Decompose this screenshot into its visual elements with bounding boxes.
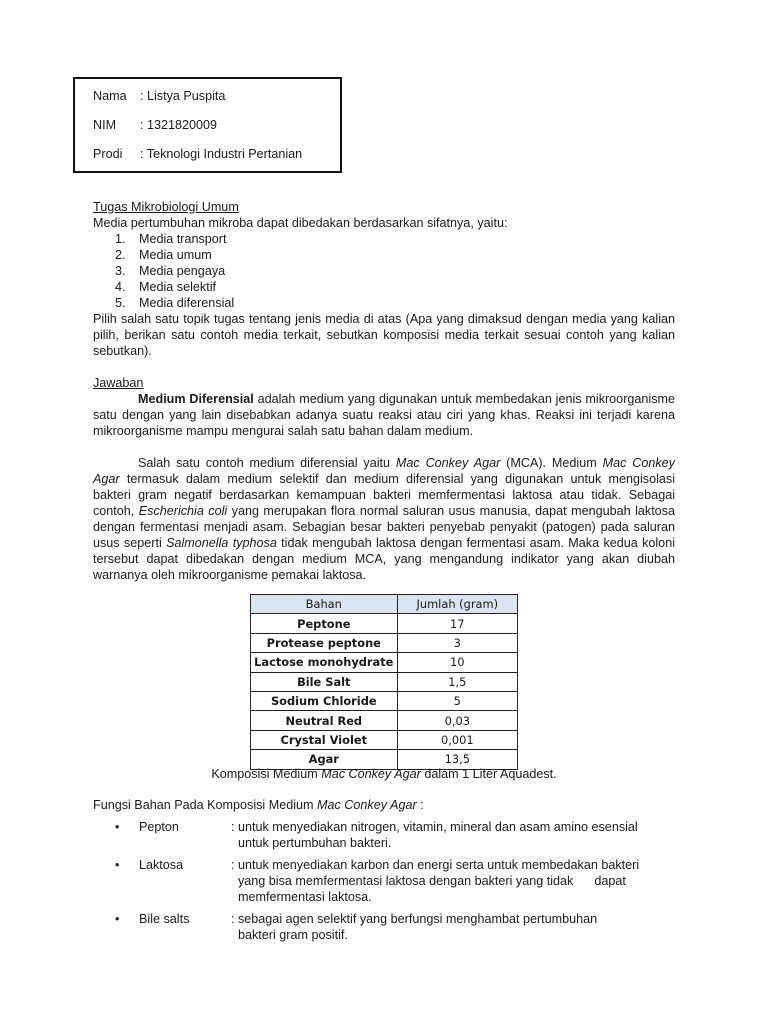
list-item: [93, 819, 675, 851]
table-row: [251, 633, 518, 652]
answer-heading: Jawaban: [93, 376, 144, 390]
name-value: : Listya Puspita: [140, 89, 226, 103]
function-description: : sebagai agen selektif yang berfungsi menghambat pertumbuhan bakteri gram positif.: [231, 912, 598, 942]
media-list: [93, 231, 675, 311]
functions-heading: Fungsi Bahan Pada Komposisi Medium Mac Conkey Agar :: [93, 798, 424, 812]
main-text: [93, 199, 675, 583]
functions-section: [93, 797, 675, 943]
list-item: [93, 857, 675, 905]
table-header-row: [251, 595, 518, 614]
bullet-icon: •: [115, 912, 120, 926]
amount-cell: 0,03: [397, 711, 517, 730]
name-row: [93, 89, 340, 118]
amount-cell: 5: [397, 691, 517, 710]
amount-cell: 10: [397, 653, 517, 672]
function-description: : untuk menyediakan nitrogen, vitamin, mineral dan asam amino esensial untuk pertumbuhan bakteri.: [231, 820, 638, 850]
ingredient-cell: Crystal Violet: [251, 730, 398, 749]
amount-cell: 3: [397, 633, 517, 652]
answer-paragraph-1: Medium Diferensial adalah medium yang digunakan untuk membedakan jenis mikroorganisme satu dengan yang lain disebabkan adanya suatu reaksi atau ciri yang khas. Reaksi ini terjadi karena mikroorganisme mampu mengurai salah satu bahan dalam medium.: [93, 392, 675, 438]
ingredient-cell: Neutral Red: [251, 711, 398, 730]
amount-cell: 13,5: [397, 750, 517, 769]
function-name: Laktosa: [139, 858, 184, 872]
table-row: [251, 730, 518, 749]
function-description: : untuk menyediakan karbon dan energi serta untuk membedakan bakteri yang bisa memfermentasi laktosa dengan bakteri yang tidak dapat memfermentasi laktosa.: [231, 858, 640, 904]
header-bahan: Bahan: [251, 595, 398, 614]
list-item: 1. Media transport: [115, 232, 227, 246]
composition-table: [250, 594, 518, 770]
ingredient-cell: Bile Salt: [251, 672, 398, 691]
list-item: 2. Media umum: [115, 248, 212, 262]
prodi-value: : Teknologi Industri Pertanian: [140, 147, 303, 161]
table-row: [251, 653, 518, 672]
ingredient-cell: Sodium Chloride: [251, 691, 398, 710]
prodi-label: Prodi: [93, 147, 123, 161]
nim-value: : 1321820009: [140, 118, 218, 132]
task-intro: Media pertumbuhan mikroba dapat dibedakan berdasarkan sifatnya, yaitu:: [93, 216, 508, 230]
nim-label: NIM: [93, 118, 117, 132]
function-name: Pepton: [139, 820, 179, 834]
header-jumlah: Jumlah (gram): [397, 595, 517, 614]
nim-row: [93, 118, 340, 147]
ingredient-cell: Protease peptone: [251, 633, 398, 652]
list-item: 5. Media diferensial: [115, 296, 235, 310]
ingredient-cell: Agar: [251, 750, 398, 769]
prodi-row: [93, 147, 340, 176]
amount-cell: 1,5: [397, 672, 517, 691]
table-row: [251, 711, 518, 730]
ingredient-cell: Lactose monohydrate: [251, 653, 398, 672]
amount-cell: 0,001: [397, 730, 517, 749]
identity-box: [73, 77, 342, 173]
list-item: 4. Media selektif: [115, 280, 216, 294]
function-name: Bile salts: [139, 912, 190, 926]
ingredient-cell: Peptone: [251, 614, 398, 633]
name-label: Nama: [93, 89, 127, 103]
list-item: [93, 911, 675, 943]
composition-table-wrap: [250, 594, 518, 770]
table-caption: Komposisi Medium Mac Conkey Agar dalam 1 Liter Aquadest.: [211, 767, 557, 781]
table-row: [251, 691, 518, 710]
amount-cell: 17: [397, 614, 517, 633]
bullet-icon: •: [115, 820, 120, 834]
table-row: [251, 672, 518, 691]
answer-paragraph-2: Salah satu contoh medium diferensial yaitu Mac Conkey Agar (MCA). Medium Mac Conkey Agar termasuk dalam medium selektif dan medium diferensial yang digunakan untuk mengisolasi bakteri gram negatif berdasarkan kemampuan bakteri memfermentasi laktosa atau tidak. Sebagai contoh, Escherichia coli yang merupakan flora normal saluran usus manusia, dapat mengubah laktosa dengan fermentasi menjadi asam. Sebagian besar bakteri penyebab penyakit (patogen) pada saluran usus seperti Salmonella typhosa tidak mengubah laktosa dengan fermentasi asam. Maka kedua koloni tersebut dapat dibedakan dengan medium MCA, yang mengandung indikator yang akan diubah warnanya oleh mikroorganisme pemakai laktosa.: [93, 456, 675, 582]
bullet-icon: •: [115, 858, 120, 872]
task-instruction: Pilih salah satu topik tugas tentang jenis media di atas (Apa yang dimaksud dengan media yang kalian pilih, berikan satu contoh media terkait, sebutkan komposisi media terkait sesuai contoh yang kalian sebutkan).: [93, 312, 675, 358]
list-item: 3. Media pengaya: [115, 264, 226, 278]
task-title: Tugas Mikrobiologi Umum: [93, 200, 239, 214]
table-row: [251, 614, 518, 633]
